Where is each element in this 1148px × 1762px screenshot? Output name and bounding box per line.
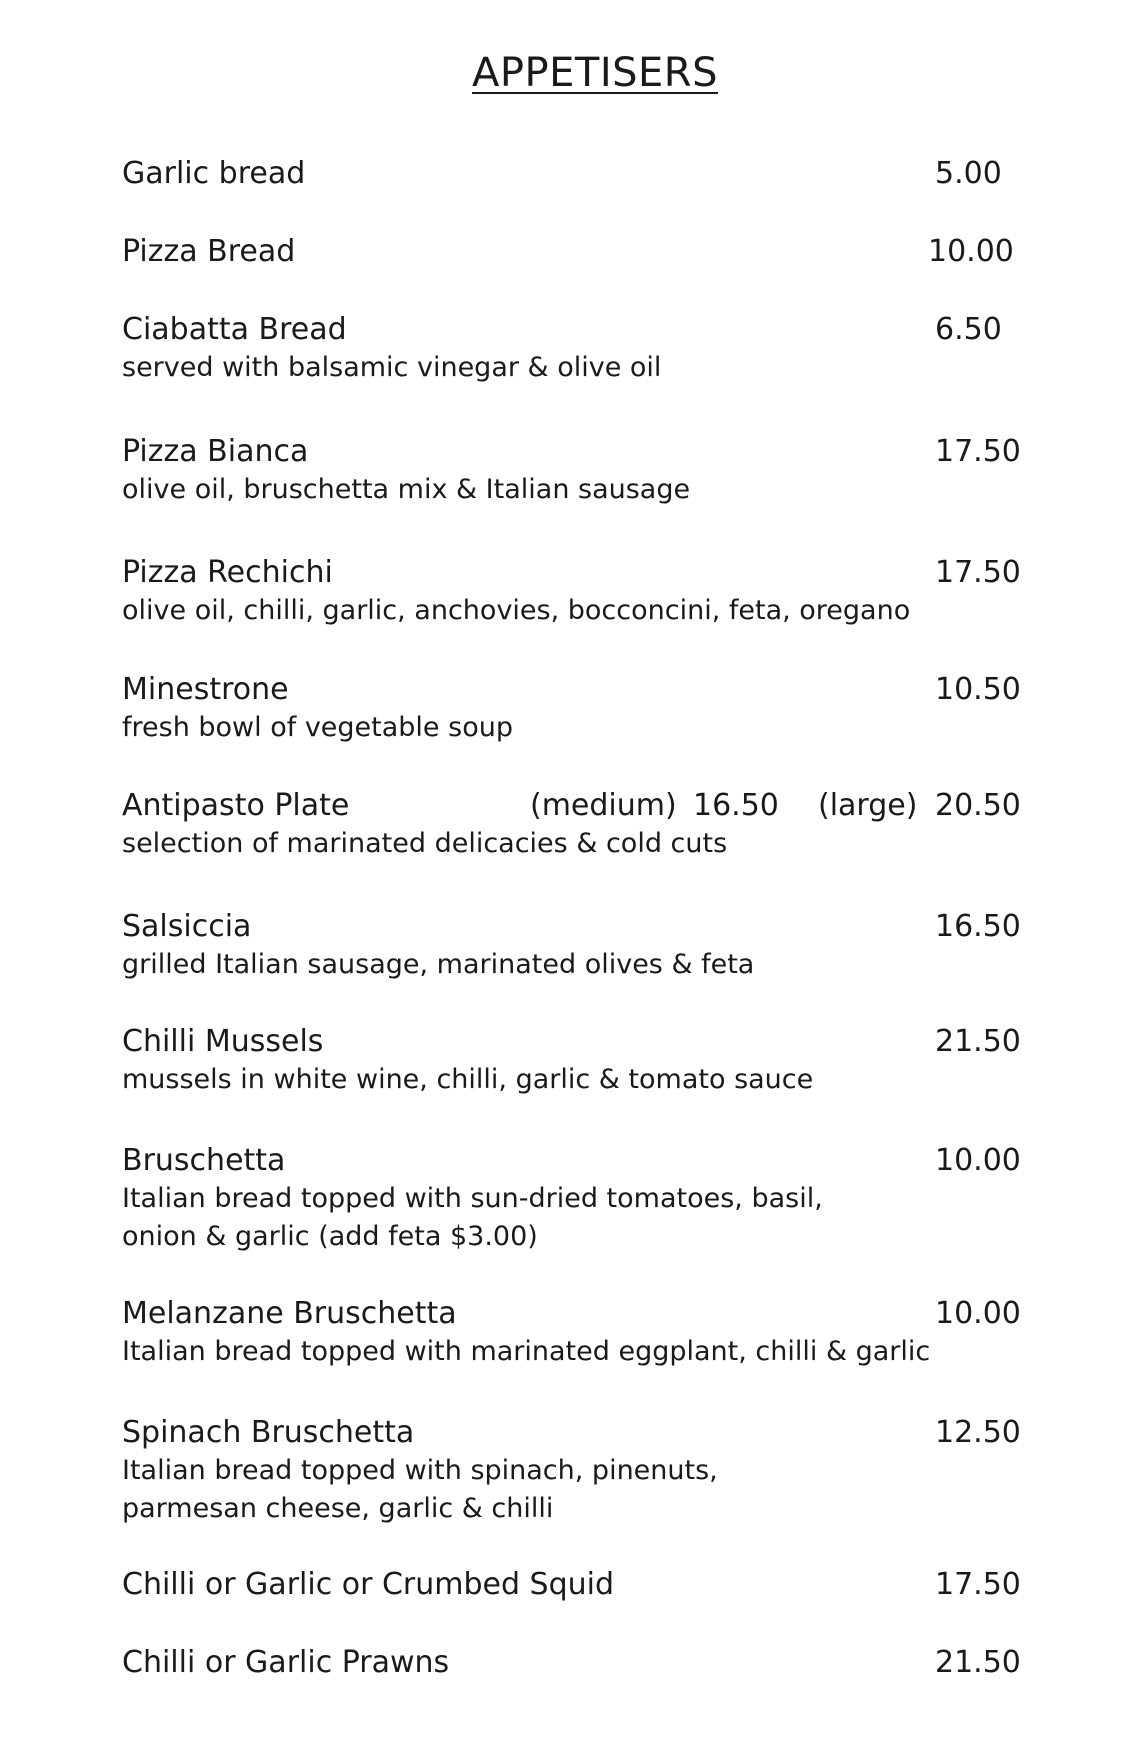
medium-size-label: (medium)	[530, 788, 677, 823]
menu-item-pizza-bread	[122, 233, 1022, 271]
item-price: 10.00	[935, 1143, 1021, 1178]
item-description: served with balsamic vinegar & olive oil	[122, 352, 662, 383]
large-price: 20.50	[935, 788, 1021, 823]
menu-title	[0, 50, 1148, 96]
item-description: Italian bread topped with marinated eggplant, chilli & garlic	[122, 1336, 931, 1367]
item-description: selection of marinated delicacies & cold cuts	[122, 828, 728, 859]
item-price: 17.50	[935, 434, 1021, 469]
item-price: 21.50	[935, 1645, 1021, 1680]
menu-item-bruschetta	[122, 1142, 1022, 1256]
item-description-line-1: Italian bread topped with sun-dried tomatoes, basil,	[122, 1183, 823, 1214]
item-price: 21.50	[935, 1024, 1021, 1059]
item-price: 12.50	[935, 1415, 1021, 1450]
item-price: 17.50	[935, 1567, 1021, 1602]
large-size-label: (large)	[818, 788, 918, 823]
item-price: 17.50	[935, 555, 1021, 590]
item-name: Salsiccia	[122, 909, 252, 944]
item-name: Ciabatta Bread	[122, 312, 347, 347]
item-description: olive oil, bruschetta mix & Italian sausage	[122, 474, 691, 505]
item-name: Chilli or Garlic Prawns	[122, 1645, 450, 1680]
item-name: Spinach Bruschetta	[122, 1415, 415, 1450]
item-price: 10.00	[928, 234, 1014, 269]
item-description-line-2: onion & garlic (add feta $3.00)	[122, 1221, 538, 1252]
item-name: Garlic bread	[122, 156, 306, 191]
menu-item-spinach-bruschetta	[122, 1414, 1022, 1528]
item-description: fresh bowl of vegetable soup	[122, 712, 513, 743]
item-name: Pizza Bread	[122, 234, 296, 269]
item-name: Pizza Bianca	[122, 434, 309, 469]
menu-item-salsiccia	[122, 908, 1022, 984]
menu-item-pizza-rechichi	[122, 554, 1022, 630]
item-description-line-1: Italian bread topped with spinach, pinenuts,	[122, 1455, 718, 1486]
menu-item-squid	[122, 1566, 1022, 1604]
item-description: mussels in white wine, chilli, garlic & tomato sauce	[122, 1064, 814, 1095]
item-name: Pizza Rechichi	[122, 555, 333, 590]
item-name: Chilli Mussels	[122, 1024, 324, 1059]
item-name: Bruschetta	[122, 1143, 286, 1178]
menu-item-chilli-mussels	[122, 1023, 1022, 1099]
menu-title-text: APPETISERS	[472, 50, 718, 96]
menu-item-garlic-bread	[122, 155, 1022, 193]
menu-item-melanzane-bruschetta	[122, 1295, 1022, 1371]
item-description: olive oil, chilli, garlic, anchovies, bocconcini, feta, oregano	[122, 595, 911, 626]
menu-item-pizza-bianca	[122, 433, 1022, 509]
item-price: 5.00	[935, 156, 1002, 191]
item-name: Antipasto Plate	[122, 788, 350, 823]
item-description: grilled Italian sausage, marinated olives & feta	[122, 949, 755, 980]
item-description-line-2: parmesan cheese, garlic & chilli	[122, 1493, 554, 1524]
item-name: Chilli or Garlic or Crumbed Squid	[122, 1567, 615, 1602]
menu-item-antipasto-plate	[122, 787, 1022, 863]
menu-item-prawns	[122, 1644, 1022, 1682]
menu-item-ciabatta-bread	[122, 311, 1022, 387]
menu-item-minestrone	[122, 671, 1022, 747]
medium-price: 16.50	[693, 788, 779, 823]
item-name: Melanzane Bruschetta	[122, 1296, 457, 1331]
item-price: 6.50	[935, 312, 1002, 347]
item-price: 10.50	[935, 672, 1021, 707]
item-name: Minestrone	[122, 672, 289, 707]
item-price: 10.00	[935, 1296, 1021, 1331]
item-price: 16.50	[935, 909, 1021, 944]
